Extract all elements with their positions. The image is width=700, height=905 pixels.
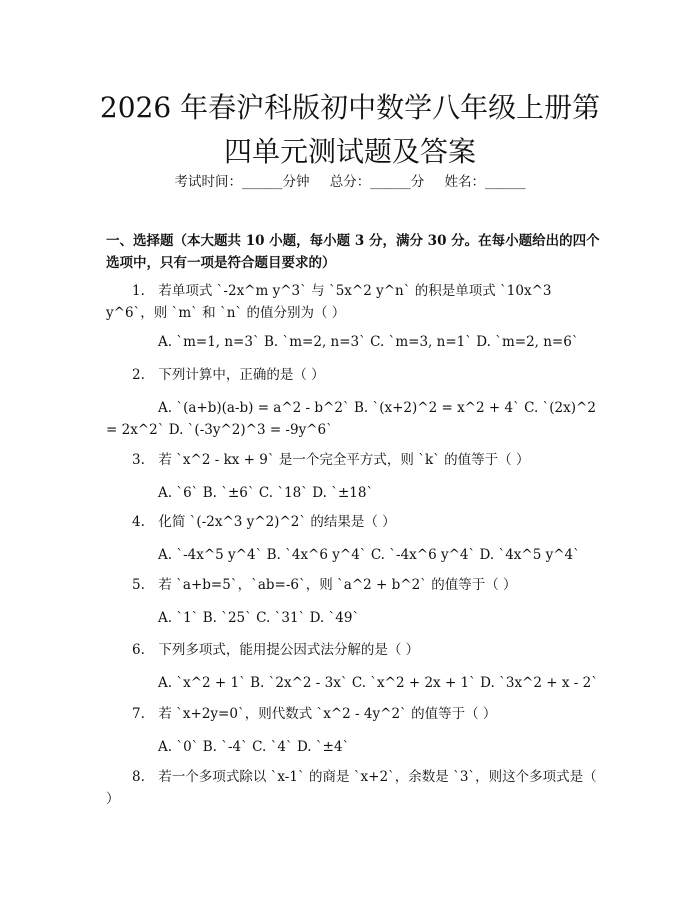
question-1-options: A. `m=1, n=3` B. `m=2, n=3` C. `m=3, n=1` D. `m=2, n=6` [158, 334, 579, 350]
exam-info [0, 170, 700, 190]
section-heading: 一、选择题（本大题共 10 小题，每小题 3 分，满分 30 分。在每小题给出的四个选项中，只有一项是符合题目要求的） [106, 233, 600, 271]
exam-score: 总分：______分 [329, 174, 425, 190]
question-3: 3. 若 `x^2 - kx + 9` 是一个完全平方式，则 `k` 的值等于（ ） [132, 452, 530, 468]
question-4: 4. 化简 `(-2x^3 y^2)^2` 的结果是（ ） [132, 514, 396, 530]
question-5: 5. 若 `a+b=5`，`ab=-6`，则 `a^2 + b^2` 的值等于（ ） [132, 577, 517, 593]
question-5-options: A. `1` B. `25` C. `31` D. `49` [158, 610, 360, 626]
document-title: 2026 年春沪科版初中数学八年级上册第四单元测试题及答案 [99, 91, 601, 168]
question-8: 8. 若一个多项式除以 `x-1` 的商是 `x+2`，余数是 `3`，则这个多项式是（ ） [106, 769, 597, 807]
question-2: 2. 下列计算中，正确的是（ ） [132, 367, 325, 383]
question-6: 6. 下列多项式，能用提公因式法分解的是（ ） [132, 642, 420, 658]
question-2-options: A. `(a+b)(a-b) = a^2 - b^2` B. `(x+2)^2 = x^2 + 4` C. `(2x)^2 = 2x^2` D. `(-3y^2)^3 = -9y^6` [106, 400, 596, 438]
question-7: 7. 若 `x+2y=0`，则代数式 `x^2 - 4y^2` 的值等于（ ） [132, 706, 497, 722]
question-7-options: A. `0` B. `-4` C. `4` D. `±4` [158, 739, 350, 755]
question-1: 1. 若单项式 `-2x^m y^3` 与 `5x^2 y^n` 的积是单项式 `10x^3 y^6`，则 `m` 和 `n` 的值分别为（ ） [106, 283, 552, 321]
question-3-options: A. `6` B. `±6` C. `18` D. `±18` [158, 485, 374, 501]
exam-name: 姓名：______ [444, 174, 526, 190]
question-4-options: A. `-4x^5 y^4` B. `4x^6 y^4` C. `-4x^6 y^4` D. `4x^5 y^4` [158, 547, 580, 563]
question-6-options: A. `x^2 + 1` B. `2x^2 - 3x` C. `x^2 + 2x + 1` D. `3x^2 + x - 2` [158, 675, 598, 691]
exam-time: 考试时间：______分钟 [174, 174, 310, 190]
